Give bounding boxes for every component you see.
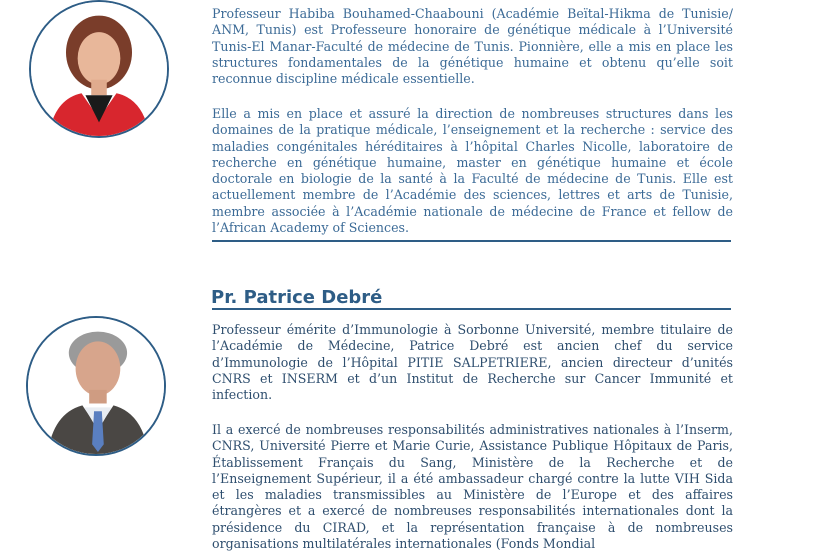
- patrice-bio-paragraph-1: Professeur émérite d’Immunologie à Sorbonne Université, membre titulaire de l’Académie de Médecine, Patrice Debré est ancien chef du service d’Immunologie de l’Hôpital PITIE SALPETRIERE, ancien directeur d’unités CNRS et INSERM et d’un Institut de Recherche sur Cancer Immunité et infection.: [212, 322, 733, 403]
- habiba-bio-paragraph-2: Elle a mis en place et assuré la direction de nombreuses structures dans les domaines de la pratique médicale, l’enseignement et la recherche : service des maladies congénitales héréditaires à l’hôpital Charles Nicolle, laboratoire de recherche en génétique humaine, master en génétique humaine et école doctorale en biologie de la santé à la Faculté de médecine de Tunis. Elle est actuellement membre de l’Académie des sciences, lettres et arts de Tunisie, membre associée à l’Académie nationale de médecine de France et fellow de l’African Academy of Sciences.: [212, 106, 733, 236]
- portrait-woman-image: [31, 2, 167, 136]
- section-divider-1: [212, 240, 731, 242]
- portrait-habiba-photo: [29, 0, 169, 138]
- patrice-debre-heading: Pr. Patrice Debré: [211, 287, 383, 308]
- portrait-patrice-photo: [26, 316, 166, 456]
- habiba-bio-paragraph-1: Professeur Habiba Bouhamed-Chaabouni (Académie Beïtal-Hikma de Tunisie/ ANM, Tunis) est Professeure honoraire de génétique médicale à l’Université Tunis-El Manar-Faculté de médecine de Tunis. Pionnière, elle a mis en place les structures fondamentales de la génétique humaine et obtenu qu’elle soit reconnue discipline médicale essentielle.: [212, 6, 733, 87]
- patrice-bio-paragraph-2: Il a exercé de nombreuses responsabilités administratives nationales à l’Inserm, CNRS, Université Pierre et Marie Curie, Assistance Publique Hôpitaux de Paris, Établissement Français du Sang, Ministère de la Recherche et de l’Enseignement Supérieur, il a été ambassadeur chargé contre la lutte VIH Sida et les maladies transmissibles au Ministère de l’Europe et des affaires étrangères et a exercé de nombreuses responsabilités internationales dont la présidence du CIRAD, et la représentation française à de nombreuses organisations multilatérales internationales (Fonds Mondial: [212, 422, 733, 552]
- portrait-man-image: [28, 318, 164, 454]
- section-divider-2: [212, 308, 731, 310]
